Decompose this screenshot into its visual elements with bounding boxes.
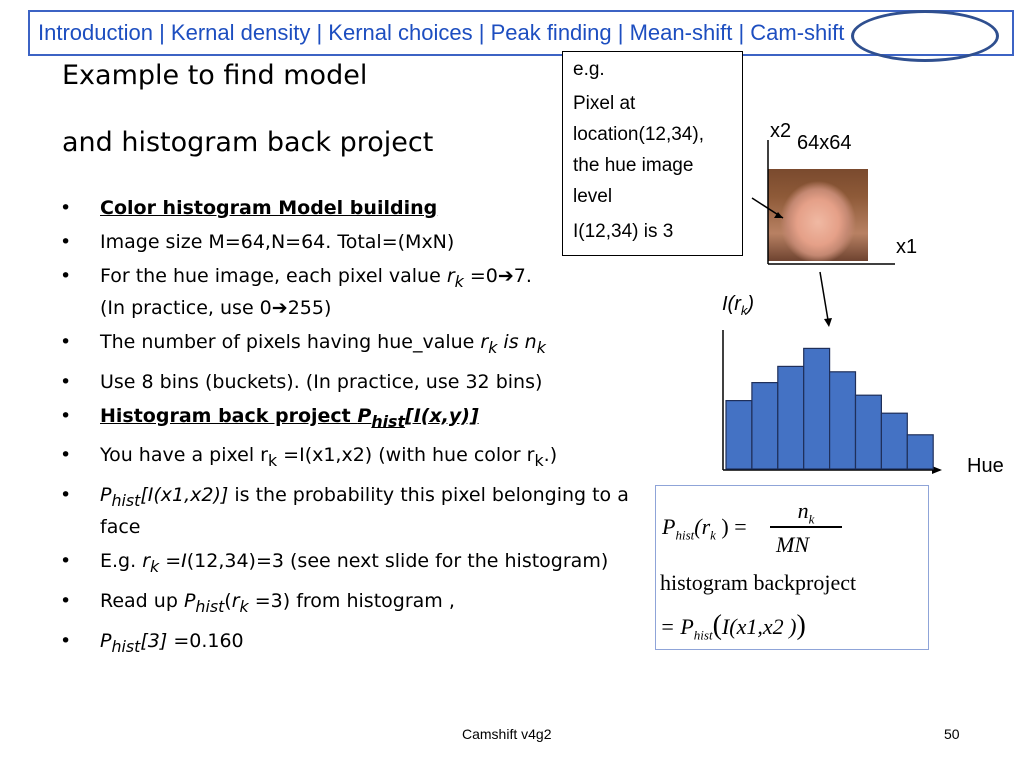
bullet-text: You have a pixel r — [100, 444, 268, 467]
var-r: r — [480, 330, 489, 353]
nav-item-peak-finding[interactable]: Peak finding — [490, 20, 612, 45]
bullet-text: is n — [497, 330, 537, 353]
nav-item-introduction[interactable]: Introduction — [38, 20, 153, 45]
formula-r: (r — [694, 514, 711, 539]
image-size-label: 64x64 — [797, 132, 852, 154]
formula-line3: = $P_{hist}(I(x1,x2$ )) — [660, 610, 806, 643]
arrow-icon: ➔ — [271, 296, 288, 319]
sub-hist: hist — [195, 596, 225, 616]
histogram-bar-2 — [778, 366, 804, 469]
histogram-bar-6 — [881, 413, 907, 469]
var-r: r — [142, 549, 150, 572]
var-p: P — [100, 629, 112, 652]
histogram-bar-5 — [856, 395, 882, 469]
formula-eq-p: = P — [660, 614, 694, 639]
formula-num-sub: k — [808, 511, 815, 527]
ylabel-text: I(r — [722, 293, 741, 315]
ylabel-close: ) — [747, 293, 755, 315]
formula-numerator — [788, 498, 824, 527]
bullet-text: = — [248, 589, 271, 612]
bullet-text: 3) from histogram , — [270, 589, 455, 612]
ylabel-sub: k — [740, 303, 748, 318]
fraction-bar — [770, 526, 842, 528]
histogram-bar-0 — [726, 401, 752, 469]
bullet-text: is the probability this pixel belonging to a face — [100, 484, 629, 538]
nav-item-kernal-choices[interactable]: Kernal choices — [328, 20, 473, 45]
formula-n: n — [797, 498, 809, 523]
slide-title-line2: and histogram back project — [62, 127, 434, 158]
sub-hist: hist — [111, 490, 141, 510]
histogram-bar-7 — [907, 435, 933, 469]
bullet-text: 7. — [513, 265, 532, 287]
page-number: 50 — [944, 726, 960, 742]
bullet-text: (12,34)=3 (see next slide for the histogram) — [186, 549, 609, 572]
bullet-text: Color histogram Model building — [100, 197, 438, 219]
bullet-text: Histogram back project — [100, 404, 358, 427]
bullet-text: The number of pixels having hue_value — [100, 330, 481, 353]
sub-k: k — [488, 337, 498, 357]
nav-item-cam-shift[interactable]: Cam-shift — [750, 20, 845, 45]
bullet-text: Image size M=64,N=64. Total=(MxN) — [100, 231, 455, 253]
sub-hist: hist — [371, 411, 406, 431]
formula-denominator: MN — [776, 532, 809, 557]
var-p: P — [100, 484, 112, 507]
nav-separator: | — [472, 20, 491, 45]
nav-separator: | — [611, 20, 630, 45]
sub-k: k — [536, 337, 546, 357]
down-arrow-line — [820, 272, 828, 320]
callout-value: I(12,34) is 3 — [573, 221, 674, 242]
histogram-y-label — [722, 293, 754, 318]
footer-title: Camshift v4g2 — [462, 726, 552, 742]
histogram-bars — [726, 348, 933, 469]
arrow-icon: ➔ — [497, 265, 514, 287]
sub-k: k — [267, 451, 278, 471]
bullet-text: ( — [224, 589, 232, 612]
var-i: I — [181, 549, 187, 572]
nav-item-mean-shift[interactable]: Mean-shift — [629, 20, 733, 45]
axis-label-x1: x1 — [896, 236, 918, 258]
formula-lhs — [662, 514, 747, 543]
bullet-text: (In practice, use 0 — [100, 296, 272, 319]
var-r: r — [446, 265, 455, 287]
bullet-text: = — [159, 549, 182, 572]
bullet-text: [I(x1,x2)] — [140, 484, 229, 507]
bullet-text: [I(x,y)] — [405, 404, 479, 427]
bullet-text: =I(x1,x2) (with hue color r — [277, 444, 535, 467]
histogram-bar-1 — [752, 383, 778, 469]
formula-line3-sub: hist — [693, 627, 713, 643]
histogram-x-label: Hue — [967, 455, 1004, 477]
histogram-bar-3 — [804, 348, 830, 469]
bullet-text: [3] — [140, 629, 168, 652]
formula-line3-arg: I(x1,x2 ) — [721, 614, 797, 639]
down-arrow-head — [824, 318, 832, 327]
formula-eq: ) = — [715, 514, 747, 539]
nav-item-kernal-density[interactable]: Kernal density — [170, 20, 311, 45]
var-p: P — [183, 589, 196, 612]
bullet-text: =0.160 — [167, 629, 244, 652]
sub-k: k — [239, 596, 249, 616]
bullet-text: For the hue image, each pixel value — [100, 265, 447, 287]
formula-p: P — [662, 514, 676, 539]
formula-sub-k: k — [710, 527, 716, 543]
histogram-bar-4 — [830, 372, 856, 469]
var-r: r — [231, 589, 240, 612]
axis-label-x2: x2 — [770, 120, 792, 142]
bullet-text: =0 — [463, 265, 498, 287]
bullet-text: 255) — [287, 296, 332, 319]
formula-sub-hist: hist — [675, 527, 695, 543]
nav-separator: | — [310, 20, 329, 45]
bullet-text: Use 8 bins (buckets). (In practice, use 32 bins) — [100, 370, 543, 393]
bullet-text: E.g. — [100, 549, 143, 572]
callout-description: Pixel at location(12,34), the hue image level — [573, 93, 704, 207]
formula-box — [655, 485, 929, 650]
sub-hist: hist — [111, 636, 141, 656]
sub-k: k — [150, 556, 160, 576]
var-p: P — [357, 404, 372, 427]
bullet-text: Read up — [100, 589, 184, 612]
bullet-text: .) — [543, 444, 558, 467]
sub-k: k — [534, 451, 544, 471]
slide-title-line1: Example to find model — [62, 60, 368, 91]
sub-k: k — [454, 271, 464, 291]
formula-line2: histogram backproject — [660, 570, 857, 595]
nav-separator: | — [732, 20, 751, 45]
callout-eg: e.g. — [573, 59, 605, 80]
nav-separator: | — [152, 20, 171, 45]
